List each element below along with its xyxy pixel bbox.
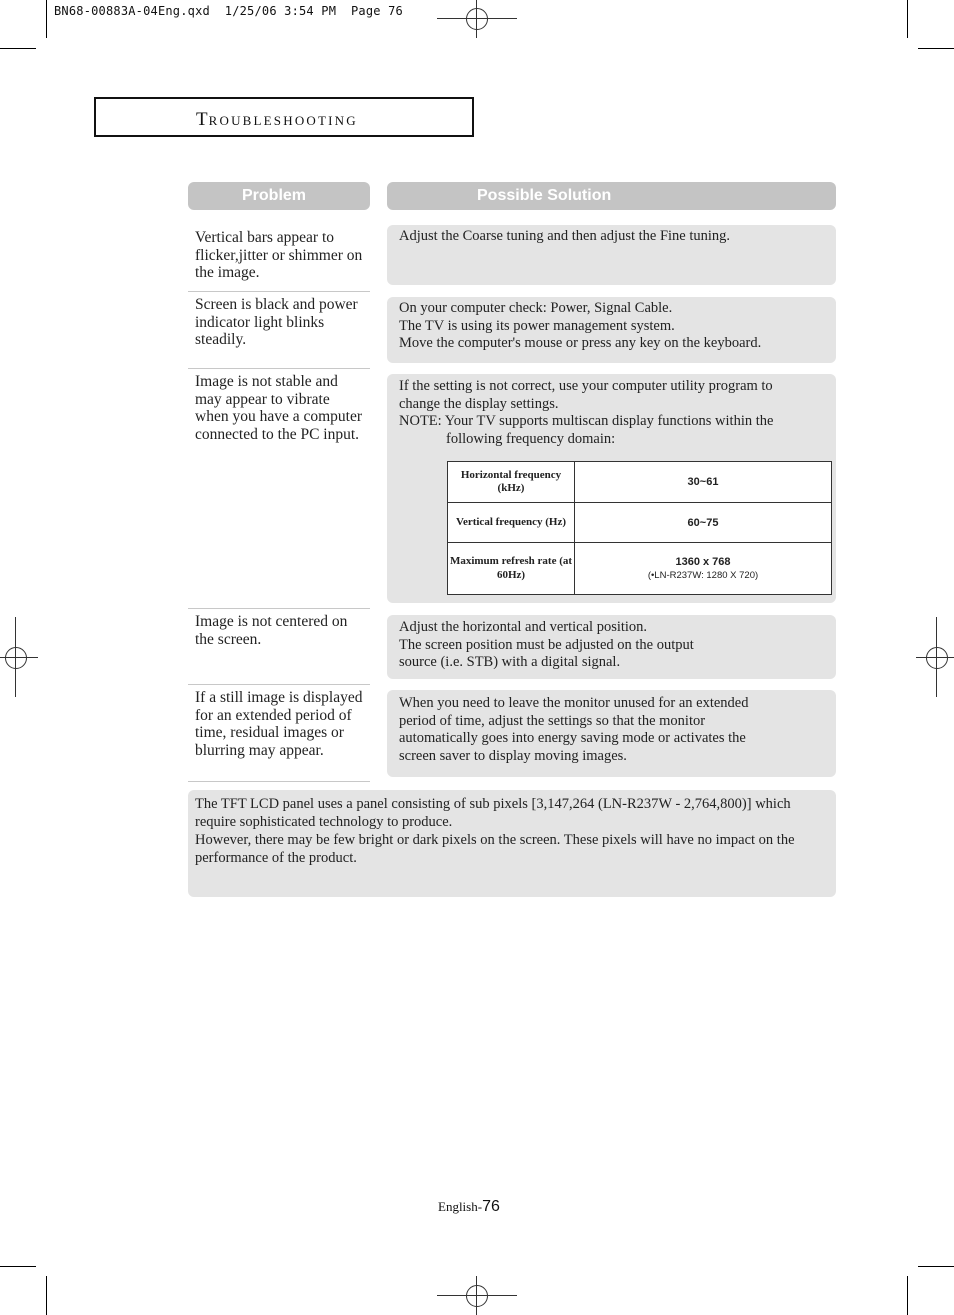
- solution-text: The screen position must be adjusted on the output source (i.e. STB) with a digital signal.: [399, 636, 694, 670]
- frequency-label: Horizontal frequency (kHz): [448, 462, 575, 503]
- solution-text: If the setting is not correct, use your computer utility program to change the display settings.: [399, 378, 773, 412]
- page-number: [438, 1198, 500, 1216]
- solution-text: When you need to leave the monitor unused for an extended period of time, adjust the settings so that the monitor automatically goes into energy saving mode or activates the screen saver to display moving images.: [399, 695, 749, 764]
- crop-mark: [46, 0, 47, 38]
- crop-mark: [907, 0, 908, 38]
- problem-text: Image is not stable and may appear to vibrate when you have a computer connected to the PC input.: [195, 373, 362, 443]
- problem-text: Screen is black and power indicator light blinks steadily.: [195, 296, 358, 348]
- print-slug: BN68-00883A-04Eng.qxd 1/25/06 3:54 PM Page 76: [54, 4, 403, 18]
- crop-mark: [907, 1276, 908, 1315]
- section-title-rest: ROUBLESHOOTING: [208, 113, 358, 128]
- row-divider: [188, 608, 370, 609]
- problem-text: If a still image is displayed for an extended period of time, residual images or blurring may appear.: [195, 689, 363, 759]
- crop-mark: [918, 48, 954, 49]
- solution-box: [387, 297, 836, 363]
- problem-text: Image is not centered on the screen.: [195, 613, 348, 648]
- solution-note: NOTE: Your TV supports multiscan display functions within the: [399, 413, 774, 429]
- solution-text: On your computer check: Power, Signal Cable.: [399, 300, 673, 316]
- crop-mark: [918, 1266, 954, 1267]
- solution-box: [387, 690, 836, 777]
- frequency-label: Vertical frequency (Hz): [448, 503, 575, 543]
- note-paragraph: The TFT LCD panel uses a panel consisting of sub pixels [3,147,264 (LN-R237W - 2,764,800)] which require sophisticated technology to produce.: [195, 796, 791, 830]
- crop-mark: [0, 48, 36, 49]
- row-divider: [188, 368, 370, 369]
- table-row: [448, 543, 832, 595]
- solution-text: The TV is using its power management system.: [399, 317, 675, 334]
- page-number-prefix: English-: [438, 1199, 483, 1214]
- frequency-table: [447, 461, 832, 595]
- row-divider: [188, 291, 370, 292]
- frequency-value: 30~61: [575, 462, 832, 503]
- frequency-value-note: (•LN-R237W: 1280 X 720): [647, 569, 759, 581]
- note-paragraph: However, there may be few bright or dark pixels on the screen. These pixels will have no impact on the performance of the product.: [195, 832, 795, 866]
- solution-text: Move the computer's mouse or press any key on the keyboard.: [399, 335, 762, 351]
- solution-box: [387, 615, 836, 679]
- table-row: [448, 503, 832, 543]
- solution-column-header: Possible Solution: [387, 182, 836, 210]
- solution-text: Adjust the Coarse tuning and then adjust the Fine tuning.: [399, 228, 731, 244]
- solution-text: Adjust the horizontal and vertical position.: [399, 619, 648, 635]
- problem-text: Vertical bars appear to flicker,jitter or shimmer on the image.: [195, 229, 363, 281]
- page-number-value: 76: [482, 1198, 500, 1215]
- section-title-initial: T: [196, 109, 209, 130]
- section-title-box: [94, 97, 474, 137]
- frequency-label: Maximum refresh rate (at 60Hz): [448, 543, 575, 595]
- solution-box: [387, 225, 836, 285]
- section-title: [196, 109, 358, 131]
- solution-note-continued: following frequency domain:: [446, 430, 616, 447]
- crop-mark: [0, 1266, 36, 1267]
- table-row: [448, 462, 832, 503]
- frequency-value: 60~75: [575, 503, 832, 543]
- frequency-value-cell: [575, 543, 832, 595]
- row-divider: [188, 684, 370, 685]
- problem-column-header: Problem: [188, 182, 370, 210]
- frequency-value: 1360 x 768: [675, 555, 731, 568]
- lcd-panel-note: [188, 790, 836, 897]
- row-divider: [188, 781, 370, 782]
- crop-mark: [46, 1276, 47, 1315]
